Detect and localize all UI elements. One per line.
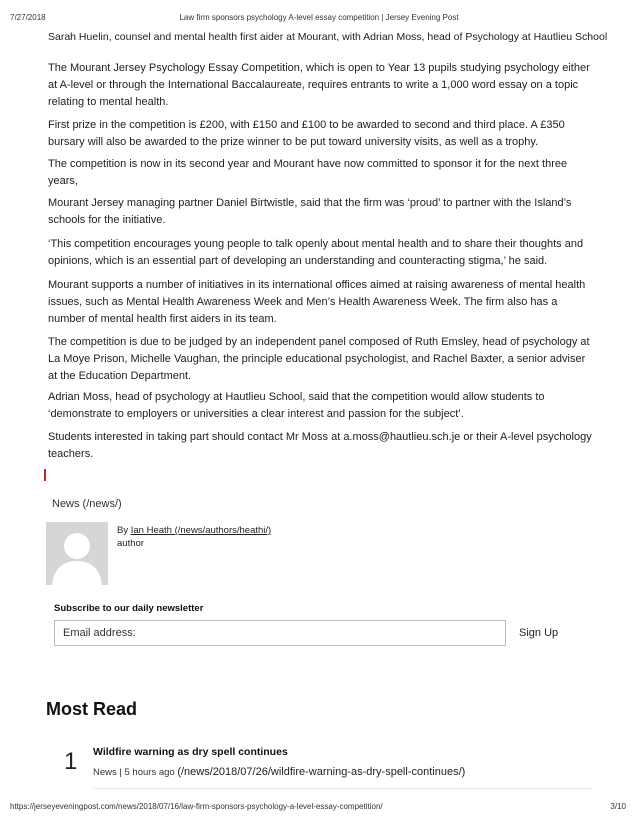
most-read-rank: 1 bbox=[64, 748, 78, 775]
image-caption: Sarah Huelin, counsel and mental health first aider at Mourant, with Adrian Moss, head of Psychology at Hautlieu School bbox=[48, 31, 608, 43]
article-paragraph: The Mourant Jersey Psychology Essay Competition, which is open to Year 13 pupils studying psychology either at A-level or through the International Baccalaureate, requires entrants to write a 1,000 word essay on a topic relating to mental health. bbox=[48, 62, 590, 108]
divider bbox=[93, 788, 593, 789]
accent-divider bbox=[44, 469, 46, 481]
article-paragraph: The competition is now in its second year and Mourant have now committed to sponsor it for the next three years, bbox=[48, 158, 568, 187]
author-avatar bbox=[46, 522, 108, 585]
author-byline bbox=[117, 524, 271, 537]
newsletter-email-input[interactable] bbox=[54, 620, 506, 646]
article-paragraph: The competition is due to be judged by an independent panel composed of Ruth Emsley, head of psychology at La Moye Prison, Michelle Vaughan, the principle educational psychologist, and Rachel Baxter, a senior adviser at the Education Department. bbox=[48, 336, 590, 382]
print-page-number: 3/10 bbox=[610, 802, 626, 811]
article-paragraph: Mourant Jersey managing partner Daniel Birtwistle, said that the firm was ‘proud’ to partner with the Island’s schools for the initiative. bbox=[48, 197, 572, 226]
article-paragraph: Mourant supports a number of initiatives in its international offices aimed at raising awareness of mental health issues, such as Mental Health Awareness Week and Men’s Health Awareness Week. The firm also has a number of mental health first aiders in its team. bbox=[48, 279, 586, 325]
sign-up-button[interactable]: Sign Up bbox=[519, 620, 591, 646]
user-silhouette-icon bbox=[46, 522, 108, 585]
article-paragraph: Students interested in taking part should contact Mr Moss at a.moss@hautlieu.sch.je or their A-level psychology teachers. bbox=[48, 431, 592, 460]
most-read-category-time: News | 5 hours ago bbox=[93, 767, 175, 778]
most-read-title-link[interactable]: Wildfire warning as dry spell continues bbox=[93, 746, 288, 758]
print-url: https://jerseyeveningpost.com/news/2018/07/16/law-firm-sponsors-psychology-a-level-essay-competition/ bbox=[10, 802, 383, 811]
most-read-meta bbox=[93, 766, 465, 778]
author-link[interactable]: Ian Heath (/news/authors/heathi/) bbox=[130, 525, 272, 536]
newsletter-label: Subscribe to our daily newsletter bbox=[54, 603, 204, 614]
most-read-link[interactable]: (/news/2018/07/26/wildfire-warning-as-dry-spell-continues/) bbox=[177, 766, 466, 778]
most-read-heading: Most Read bbox=[46, 699, 138, 719]
byline-prefix: By bbox=[117, 525, 129, 536]
author-role: author bbox=[117, 538, 144, 549]
article-paragraph: ‘This competition encourages young people to talk openly about mental health and to share their thoughts and opinions, which is an essential part of developing an understanding and counteracting stigma,’ he said. bbox=[48, 238, 584, 267]
article-paragraph: Adrian Moss, head of psychology at Hautlieu School, said that the competition would allow students to ‘demonstrate to employers or universities a clear interest and passion for the subject’. bbox=[48, 391, 545, 420]
print-page-title: Law firm sponsors psychology A-level essay competition | Jersey Evening Post bbox=[179, 13, 459, 22]
article-paragraph: First prize in the competition is £200, with £150 and £100 to be awarded to second and third place. A £350 bursary will also be awarded to the prize winner to be put toward university visits, as well as a trophy. bbox=[48, 119, 565, 148]
print-date: 7/27/2018 bbox=[10, 13, 46, 22]
category-link[interactable]: News (/news/) bbox=[52, 498, 122, 510]
